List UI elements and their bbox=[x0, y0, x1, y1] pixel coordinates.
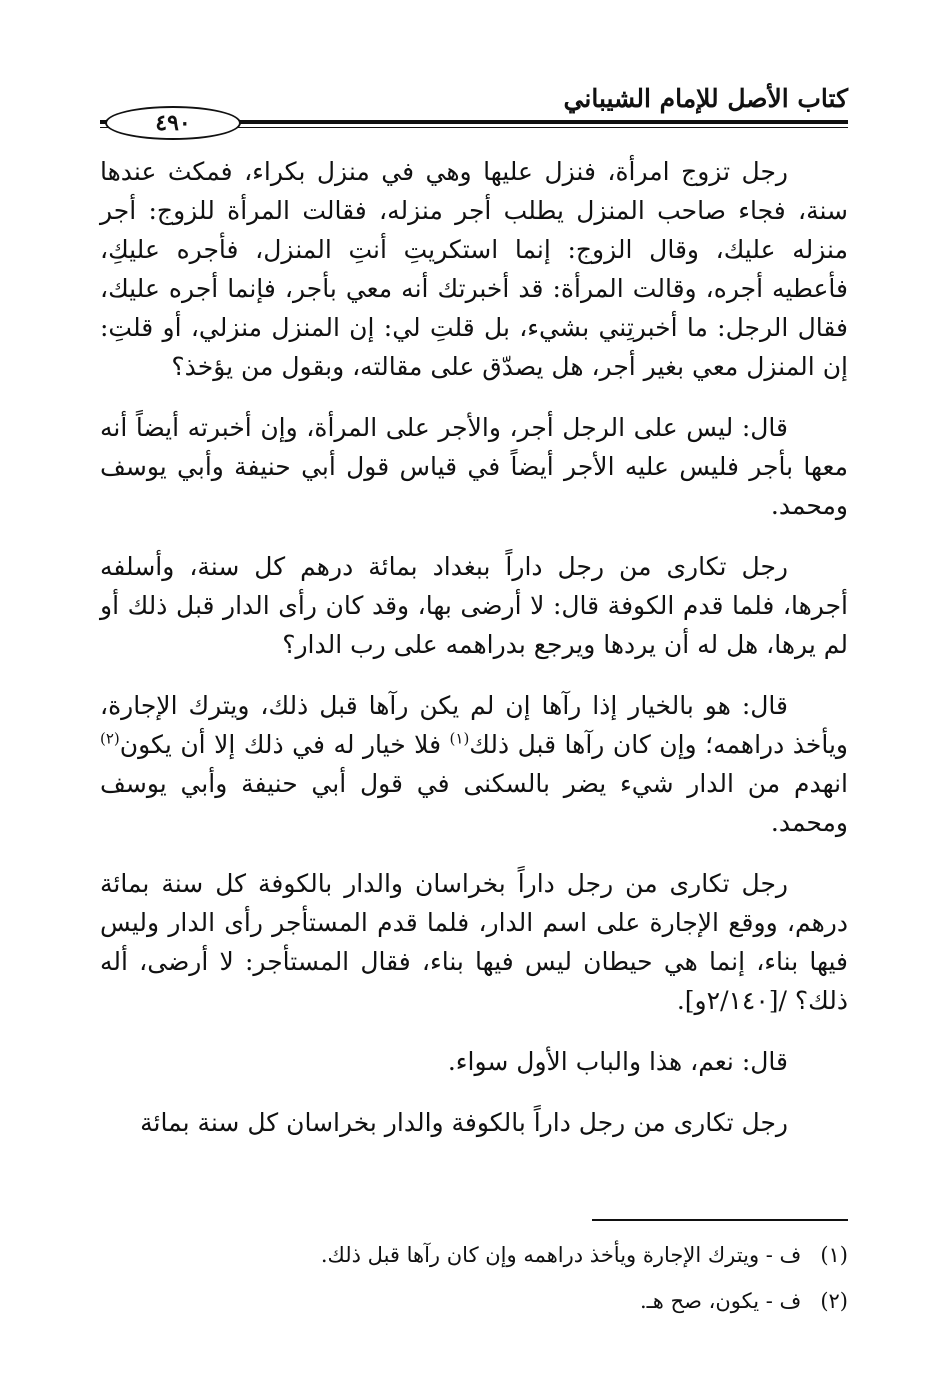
paragraph-4-text-a: قال: هو بالخيار إذا رآها إن لم يكن رآها قبل ذلك، ويترك الإجارة، ويأخذ دراهمه؛ وإن كان رآها قبل ذلك bbox=[100, 691, 848, 759]
paragraph-7: رجل تكارى من رجل داراً بالكوفة والدار بخراسان كل سنة بمائة bbox=[140, 1108, 788, 1137]
footnote-text: ف - يكون، صح هـ. bbox=[639, 1289, 802, 1313]
footnote-number: (١) bbox=[820, 1243, 848, 1267]
paragraph-6: قال: نعم، هذا والباب الأول سواء. bbox=[447, 1047, 788, 1076]
footnote-1 bbox=[100, 1232, 848, 1278]
paragraph-1: رجل تزوج امرأة، فنزل عليها وهي في منزل بكراء، فمكث عندها سنة، فجاء صاحب المنزل يطلب أجر منزله، فقالت المرأة للزوج: أجر منزله عليك، وقال الزوج: إنما استكريتِ أنتِ المنزل، فأجره عليكِ، فأعطيه أجره، وقالت المرأة: قد أخبرتك أنه معي بأجر، فإنما أجره عليك، فقال الرجل: ما أخبرتِني بشيء، بل قلتِ لي: إن المنزل منزلي، أو قلتِ: إن المنزل معي بغير أجر، هل يصدّق على مقالته، وبقول من يؤخذ؟ bbox=[100, 157, 848, 381]
footnote-separator bbox=[592, 1219, 848, 1221]
paragraph-4 bbox=[100, 686, 848, 842]
footnotes bbox=[100, 1232, 848, 1324]
footnote-ref-2: (٢) bbox=[100, 729, 120, 748]
paragraph-3: رجل تكارى من رجل داراً ببغداد بمائة درهم كل سنة، وأسلفه أجرها، فلما قدم الكوفة قال: لا أرضى بها، وقد كان رأى الدار قبل ذلك أو لم يرها، هل له أن يردها ويرجع بدراهمه على رب الدار؟ bbox=[100, 552, 848, 659]
page-header bbox=[100, 80, 848, 136]
main-text bbox=[100, 152, 848, 1164]
paragraph-4-text-c: انهدم من الدار شيء يضر بالسكنى في قول أبي حنيفة وأبي يوسف ومحمد. bbox=[100, 769, 848, 837]
paragraph-4-text-b: فلا خيار له في ذلك إلا أن يكون bbox=[119, 730, 450, 759]
paragraph-2: قال: ليس على الرجل أجر، والأجر على المرأة، وإن أخبرته أيضاً أنه معها بأجر فليس عليه الأجر أيضاً في قياس قول أبي حنيفة وأبي يوسف ومحمد. bbox=[100, 413, 848, 520]
paragraph-5: رجل تكارى من رجل داراً بخراسان والدار بالكوفة كل سنة بمائة درهم، ووقع الإجارة على اسم الدار، فلما قدم المستأجر رأى الدار وليس فيها بناء، إنما هي حيطان ليس فيها بناء، فقال المستأجر: لا أرضى، أله ذلك؟ /[٢/١٤٠و]. bbox=[100, 869, 848, 1015]
book-title: كتاب الأصل للإمام الشيباني bbox=[563, 84, 848, 113]
footnote-text: ف - ويترك الإجارة ويأخذ دراهمه وإن كان رآها قبل ذلك. bbox=[320, 1243, 802, 1267]
footnote-number: (٢) bbox=[820, 1289, 848, 1313]
page-number: ٤٩٠ bbox=[105, 106, 241, 140]
footnote-2 bbox=[100, 1278, 848, 1324]
footnote-ref-1: (١) bbox=[449, 729, 470, 748]
